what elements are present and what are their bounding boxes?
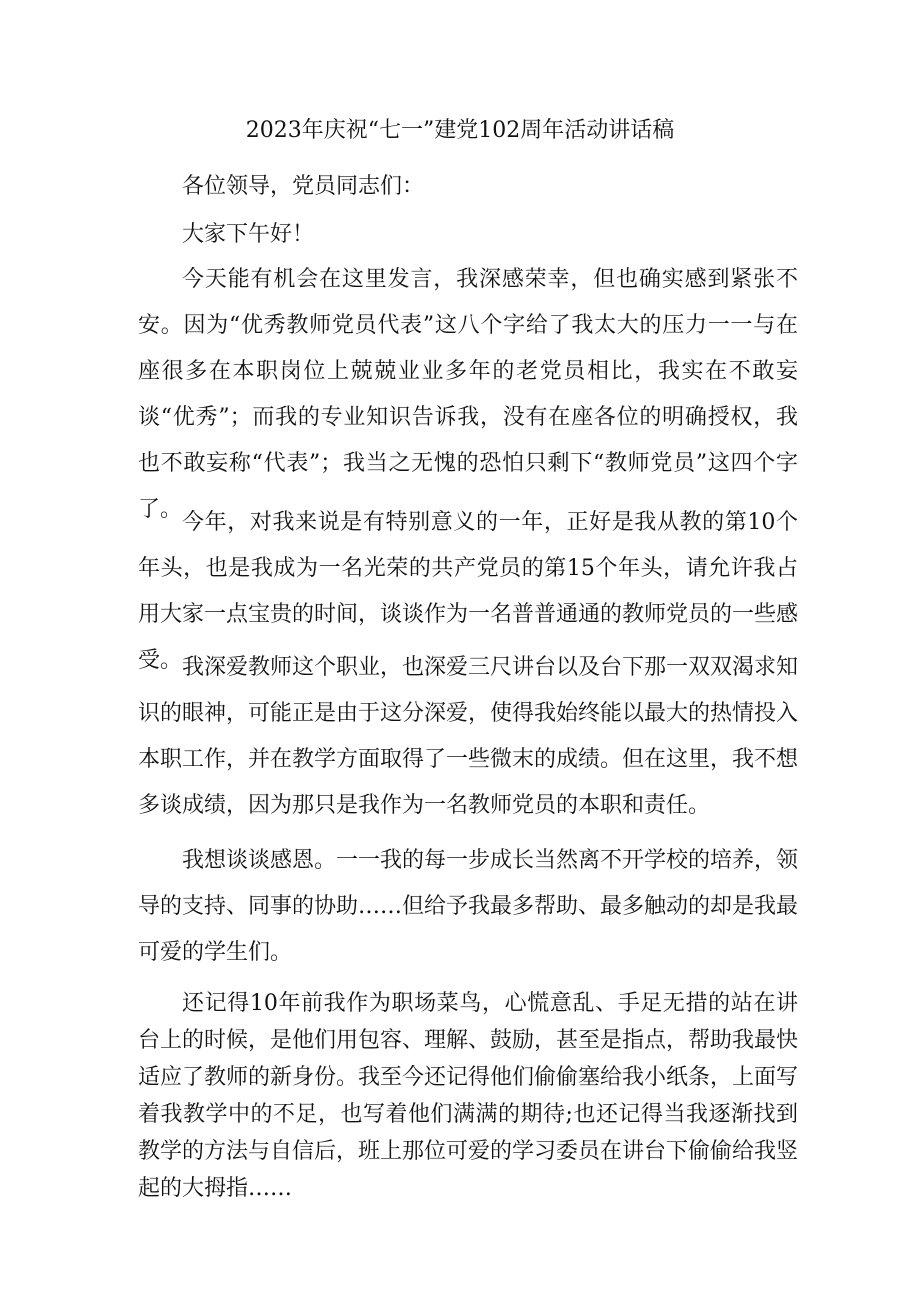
greeting-afternoon: 大家下午好！ — [182, 222, 315, 247]
greeting-leaders: 各位领导，党员同志们： — [182, 174, 425, 199]
paragraph-3: 我深爱教师这个职业，也深爱三尺讲台以及台下那一双双渴求知识的眼神，可能正是由于这分深爱，使得我始终能以最大的热情投入本职工作，并在教学方面取得了一些微末的成绩。但在这里，我不想多谈成绩，因为那只是我作为一名教师党员的本职和责任。 — [138, 655, 799, 818]
document-title: 2023年庆祝“七一”建党102周年活动讲话稿 — [245, 118, 675, 143]
paragraph-2: 今年，对我来说是有特别意义的一年，正好是我从教的第10个年头，也是我成为一名光荣的共产党员的第15个年头，请允许我占用大家一点宝贵的时间，谈谈作为一名普普通通的教师党员的一些感受。 — [138, 510, 799, 673]
paragraph-4: 我想谈谈感恩。一一我的每一步成长当然离不开学校的培养，领导的支持、同事的协助……但给予我最多帮助、最多触动的却是我最可爱的学生们。 — [138, 848, 799, 965]
paragraph-5: 还记得10年前我作为职场菜鸟，心慌意乱、手足无措的站在讲台上的时候，是他们用包容、理解、鼓励，甚至是指点，帮助我最快适应了教师的新身份。我至今还记得他们偷偷塞给我小纸条，上面写着我教学中的不足，也写着他们满满的期待;也还记得当我逐渐找到教学的方法与自信后，班上那位可爱的学习委员在讲台下偷偷给我竖起的大拇指…… — [138, 991, 799, 1201]
paragraph-1: 今天能有机会在这里发言，我深感荣幸，但也确实感到紧张不安。因为“优秀教师党员代表”这八个字给了我太大的压力一一与在座很多在本职岗位上兢兢业业多年的老党员相比，我实在不敢妄谈“优秀”；而我的专业知识告诉我，没有在座各位的明确授权，我也不敢妄称“代表”；我当之无愧的恐怕只剩下“教师党员”这四个字了。 — [138, 267, 798, 522]
